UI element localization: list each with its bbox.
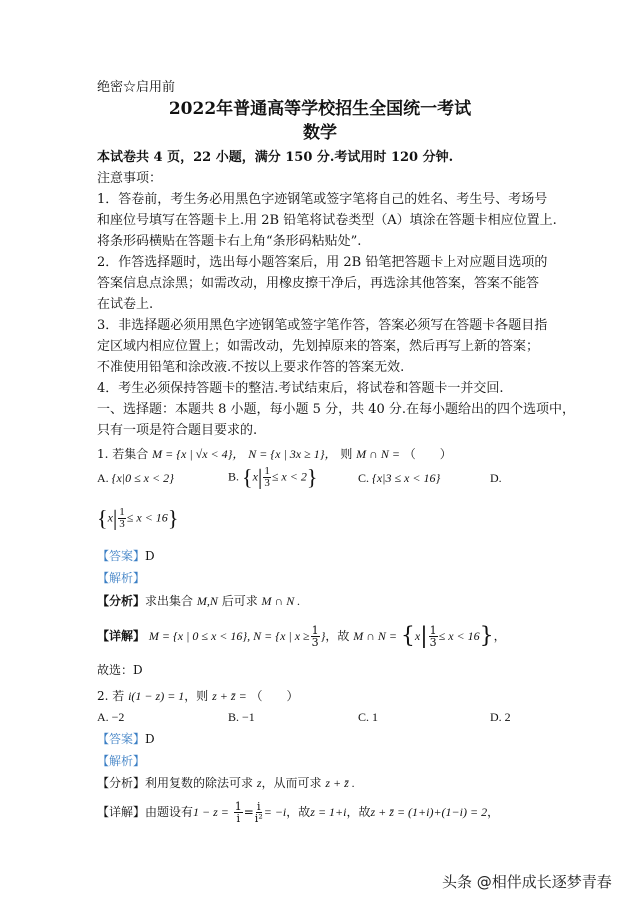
detail-label: 【详解】 (97, 629, 146, 643)
option-label: C. (358, 471, 370, 485)
detail-text: ，故 (286, 805, 311, 819)
q1-set-n: N = {x | 3x ≥ 1}， (248, 447, 337, 461)
q2-then: ，则 (184, 689, 209, 703)
detail-text: ， (487, 805, 500, 819)
q2-equation: i(1 − z) = 1 (128, 689, 185, 703)
denominator: 3 (264, 477, 270, 489)
option-label: A. (97, 471, 109, 485)
q2-option-c: C. 1 (358, 710, 379, 724)
note-line: 和座位号填写在答题卡上.用 2B 铅笔将试卷类型（A）填涂在答题卡相应位置上. (97, 213, 557, 228)
answer-value: D (145, 549, 155, 563)
denominator: 3 (429, 636, 437, 649)
detail-math: } (320, 629, 326, 643)
fenxi-text: 后可求 (221, 594, 258, 608)
option-value: ≤ x < 2 (271, 469, 307, 484)
q1-answer (97, 548, 155, 564)
q2-fenxi (97, 775, 355, 791)
numerator: i (257, 800, 261, 813)
q1-detail (97, 625, 506, 648)
option-label: B. (228, 469, 240, 484)
set-var: x (107, 510, 113, 525)
detail-math: M = {x | 0 ≤ x < 16}, N = {x | x ≥ (148, 629, 310, 643)
right-brace-icon: } (479, 623, 494, 649)
detail-math: ≤ x < 16 (438, 629, 480, 643)
q1-set-m: M = {x | √x < 4}， (152, 447, 245, 461)
q1-conclusion: 故选：D (97, 663, 143, 677)
q2-option-a: A. −2 (97, 710, 125, 724)
fenxi-text: 求出集合 (145, 594, 194, 608)
numerator: 1 (429, 624, 437, 637)
confidential-label: 绝密☆启用前 (97, 80, 176, 95)
question-1-stem (97, 446, 452, 462)
q1-option-c (358, 470, 440, 486)
detail-text: 由题设有 (145, 805, 194, 819)
q2-prefix: 2. 若 (97, 689, 125, 703)
q2-option-b: B. −1 (228, 710, 255, 724)
q2-paren: （ ） (250, 689, 299, 703)
right-brace-icon: } (167, 505, 179, 531)
exam-title: 2022年普通高等学校招生全国统一考试 (168, 99, 472, 119)
detail-math: z = 1+i (310, 805, 347, 819)
note-line: 定区域内相应位置上；如需改动，先划掉原来的答案，然后再写上新的答案； (97, 339, 540, 354)
detail-label: 【详解】 (97, 805, 146, 819)
detail-text: ，故 (325, 629, 350, 643)
left-brace-icon: { (242, 464, 253, 490)
fenxi-math: z (256, 776, 262, 790)
watermark: 头条 @相伴成长逐梦青春 (442, 873, 612, 891)
fenxi-math: M,N (196, 594, 218, 608)
denominator: i (236, 812, 240, 825)
denominator: i² (254, 812, 263, 825)
q1-fenxi (97, 593, 300, 609)
detail-math: = −i (263, 805, 287, 819)
fenxi-math: z + z̄ . (325, 776, 355, 790)
note-line: 2．作答选择题时，选出每小题答案后，用 2B 铅笔把答题卡上对应题目选项的 (97, 255, 548, 270)
section-heading-line1: 一、选择题：本题共 8 小题，每小题 5 分，共 40 分.在每小题给出的四个选项中， (97, 402, 576, 417)
fraction (118, 507, 126, 530)
detail-text: ，故 (346, 805, 371, 819)
note-line: 将条形码横贴在答题卡右上角“条形码粘贴处”. (97, 234, 362, 249)
q1-option-d-label: D. (490, 471, 502, 485)
note-line: 在试卷上. (97, 297, 154, 312)
q2-detail (97, 801, 499, 824)
numerator: 1 (234, 800, 242, 813)
fraction (255, 801, 263, 824)
q2-analysis-label: 【解析】 (97, 754, 146, 768)
note-line: 1．答卷前，考生务必用黑色字迹钢笔或签字笔将自己的姓名、考生号、考场号 (97, 192, 548, 207)
q1-option-b (228, 466, 317, 489)
q1-then: 则 (340, 447, 353, 461)
left-brace-icon: { (97, 505, 108, 531)
note-line: 答案信息点涂黑；如需改动，用橡皮擦干净后，再选涂其他答案，答案不能答 (97, 276, 540, 291)
right-brace-icon: } (306, 464, 318, 490)
q1-prefix: 1. 若集合 (97, 447, 149, 461)
q1-paren: （ ） (403, 447, 452, 461)
subject-title: 数学 (303, 123, 337, 143)
fraction (263, 466, 271, 489)
fenxi-label: 【分析】 (97, 776, 146, 790)
left-brace-icon: { (400, 623, 415, 649)
q1-option-a (97, 470, 174, 486)
fraction (234, 801, 243, 824)
note-line: 4．考生必须保持答题卡的整洁.考试结束后，将试卷和答题卡一并交回. (97, 381, 504, 396)
note-line: 3．非选择题必须用黑色字迹钢笔或签字笔作答，答案必须写在答题卡各题目指 (97, 318, 548, 333)
note-line: 不准使用铅笔和涂改液.不按以上要求作答的答案无效. (97, 360, 405, 375)
section-heading-line2: 只有一项是符合题目要求的. (97, 423, 258, 438)
q2-expr: z + z̄ = (212, 689, 247, 703)
set-bar-icon: | (112, 505, 118, 531)
equals: = (243, 805, 254, 819)
detail-math: M ∩ N = (353, 629, 398, 643)
fenxi-label: 【分析】 (97, 594, 146, 608)
set-var: x (252, 469, 258, 484)
q2-answer (97, 731, 155, 747)
numerator: 1 (311, 624, 319, 637)
answer-label: 【答案】 (97, 732, 146, 746)
detail-math: 1 − z = (193, 805, 229, 819)
option-value: {x|3 ≤ x < 16} (372, 471, 441, 485)
question-2-stem (97, 688, 299, 704)
notes-heading: 注意事项： (97, 171, 163, 186)
answer-value: D (145, 732, 155, 746)
set-bar-icon: | (420, 623, 428, 649)
q1-option-d-value (97, 507, 178, 530)
fraction (311, 625, 320, 648)
numerator: 1 (119, 506, 125, 518)
detail-text: ， (493, 629, 506, 643)
q1-analysis-label: 【解析】 (97, 571, 146, 585)
set-var: x (414, 629, 421, 643)
fraction (429, 625, 438, 648)
denominator: 3 (311, 636, 319, 649)
fenxi-text: 利用复数的除法可求 (145, 776, 254, 790)
fenxi-text: ，从而可求 (261, 776, 322, 790)
option-value: {x|0 ≤ x < 2} (111, 471, 174, 485)
option-value: ≤ x < 16 (126, 510, 168, 525)
set-bar-icon: | (257, 464, 263, 490)
numerator: 1 (264, 465, 270, 477)
fenxi-math: M ∩ N . (261, 594, 301, 608)
detail-math: z + z̄ = (1+i)+(1−i) = 2 (370, 805, 488, 819)
q1-expr: M ∩ N = (356, 447, 400, 461)
q2-option-d: D. 2 (490, 710, 511, 724)
exam-summary: 本试卷共 4 页，22 小题，满分 150 分.考试用时 120 分钟. (97, 150, 454, 165)
answer-label: 【答案】 (97, 549, 146, 563)
denominator: 3 (119, 518, 125, 530)
